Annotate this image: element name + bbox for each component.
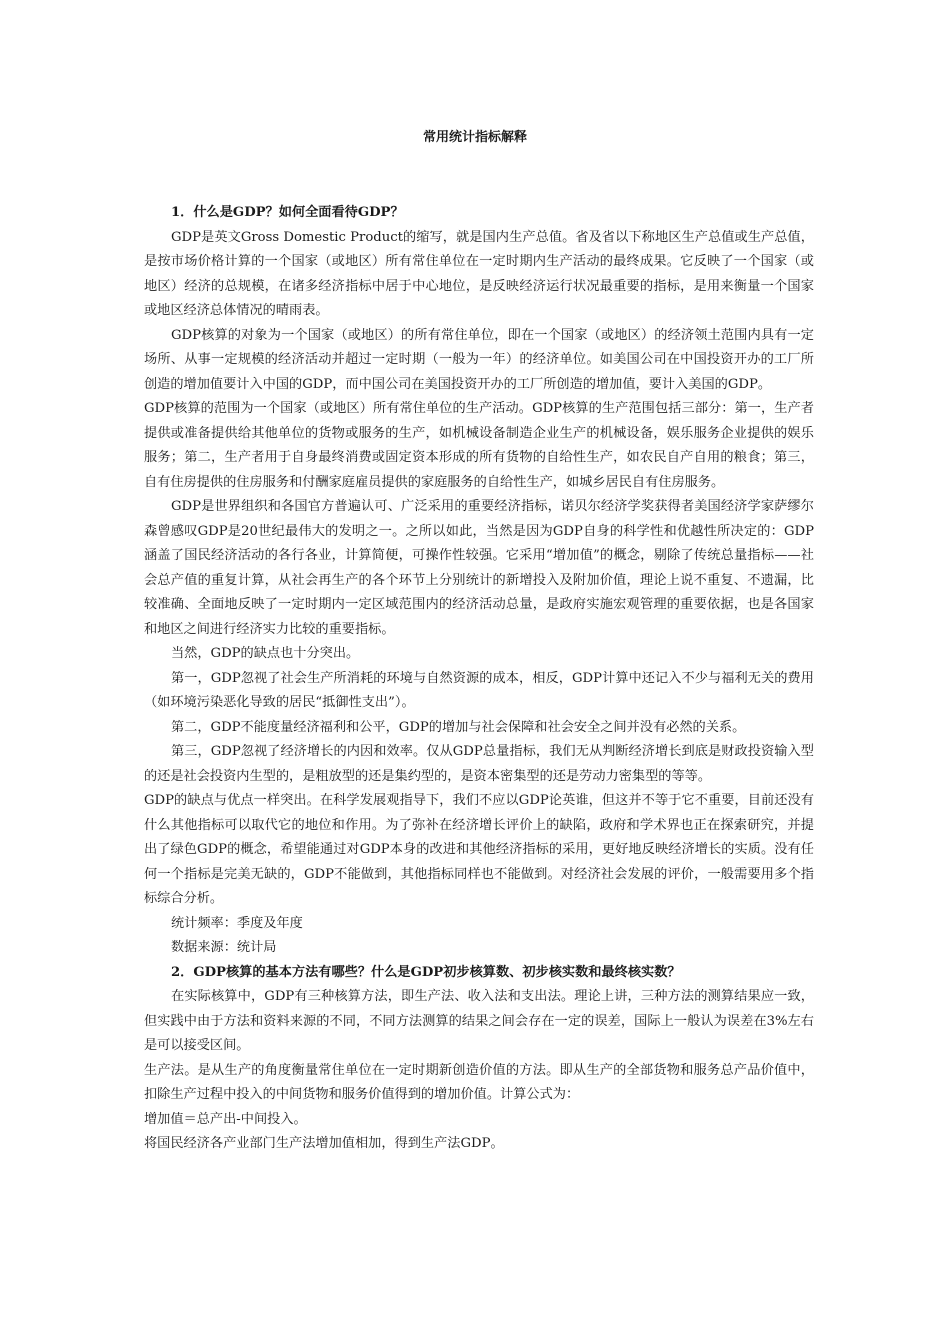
paragraph: 当然，GDP的缺点也十分突出。 bbox=[171, 646, 360, 661]
paragraph: GDP核算的范围为一个国家（或地区）所有常住单位的生产活动。GDP核算的生产范围包括三部分：第一，生产者提供或准备提供给其他单位的货物或服务的生产，如机械设备制造企业生产的机械设备，娱乐服务企业提供的娱乐服务；第二，生产者用于自身最终消费或固定资本形成的所有货物的自给性生产，如农民自产自用的粮食；第三，自有住房提供的住房服务和付酬家庭雇员提供的家庭服务的自给性生产，如城乡居民自有住房服务。 bbox=[144, 401, 814, 490]
paragraph: GDP的缺点与优点一样突出。在科学发展观指导下，我们不应以GDP论英谁，但这并不等于它不重要，目前还没有什么其他指标可以取代它的地位和作用。为了弥补在经济增长评价上的缺陷，政府和学术界也正在探索研究，并提出了绿色GDP的概念，希望能通过对GDP本身的改进和其他经济指标的采用，更好地反映经济增长的实质。没有任何一个指标是完美无缺的，GDP不能做到，其他指标同样也不能做到。对经济社会发展的评价，一般需要用多个指标综合分析。 bbox=[144, 793, 814, 906]
paragraph: 第一，GDP忽视了社会生产所消耗的环境与自然资源的成本，相反，GDP计算中还记入不少与福利无关的费用（如环境污染恶化导致的居民“抵御性支出”）。 bbox=[144, 670, 814, 710]
section-heading: 1．什么是GDP？如何全面看待GDP？ bbox=[171, 205, 404, 220]
section-heading: 2．GDP核算的基本方法有哪些？什么是GDP初步核算数、初步核实数和最终核实数？ bbox=[171, 964, 681, 980]
paragraph: 统计频率：季度及年度 bbox=[171, 915, 303, 931]
document-body bbox=[144, 201, 814, 1157]
paragraph: 将国民经济各产业部门生产法增加值相加，得到生产法GDP。 bbox=[144, 1136, 504, 1151]
paragraph: 第二，GDP不能度量经济福利和公平，GDP的增加与社会保障和社会安全之间并没有必然的关系。 bbox=[171, 719, 746, 735]
paragraph: 生产法。是从生产的角度衡量常住单位在一定时期新创造价值的方法。即从生产的全部货物和服务总产品价值中，扣除生产过程中投入的中间货物和服务价值得到的增加价值。计算公式为： bbox=[144, 1062, 814, 1102]
paragraph: 数据来源：统计局 bbox=[171, 940, 277, 955]
paragraph: 增加值＝总产出-中间投入。 bbox=[144, 1111, 307, 1127]
paragraph: 在实际核算中，GDP有三种核算方法，即生产法、收入法和支出法。理论上讲，三种方法的测算结果应一致，但实践中由于方法和资料来源的不同，不同方法测算的结果之间会存在一定的误差，国际上一般认为误差在3%左右是可以接受区间。 bbox=[144, 989, 814, 1053]
document-title: 常用统计指标解释 bbox=[422, 130, 527, 145]
paragraph: GDP核算的对象为一个国家（或地区）的所有常住单位，即在一个国家（或地区）的经济领土范围内具有一定场所、从事一定规模的经济活动并超过一定时期（一般为一年）的经济单位。如美国公司在中国投资开办的工厂所创造的增加值要计入中国的GDP，而中国公司在美国投资开办的工厂所创造的增加值，要计入美国的GDP。 bbox=[144, 327, 814, 392]
paragraph: GDP是英文Gross Domestic Product的缩写，就是国内生产总值。省及省以下称地区生产总值或生产总值，是按市场价格计算的一个国家（或地区）所有常住单位在一定时期内生产活动的最终成果。它反映了一个国家（或地区）经济的总规模，在诸多经济指标中居于中心地位，是反映经济运行状况最重要的指标，是用来衡量一个国家或地区经济总体情况的晴雨表。 bbox=[144, 229, 814, 318]
paragraph: GDP是世界组织和各国官方普遍认可、广泛采用的重要经济指标，诺贝尔经济学奖获得者美国经济学家萨缪尔森曾感叹GDP是20世纪最伟大的发明之一。之所以如此，当然是因为GDP自身的科学性和优越性所决定的：GDP涵盖了国民经济活动的各行各业，计算简便，可操作性较强。它采用“增加值”的概念，剔除了传统总量指标——社会总产值的重复计算，从社会再生产的各个环节上分别统计的新增投入及附加价值，理论上说不重复、不遗漏，比较准确、全面地反映了一定时期内一定区域范围内的经济活动总量，是政府实施宏观管理的重要依据，也是各国家和地区之间进行经济实力比较的重要指标。 bbox=[144, 499, 814, 637]
paragraph: 第三，GDP忽视了经济增长的内因和效率。仅从GDP总量指标，我们无从判断经济增长到底是财政投资输入型的还是社会投资内生型的，是粗放型的还是集约型的，是资本密集型的还是劳动力密集型的等等。 bbox=[144, 744, 814, 784]
